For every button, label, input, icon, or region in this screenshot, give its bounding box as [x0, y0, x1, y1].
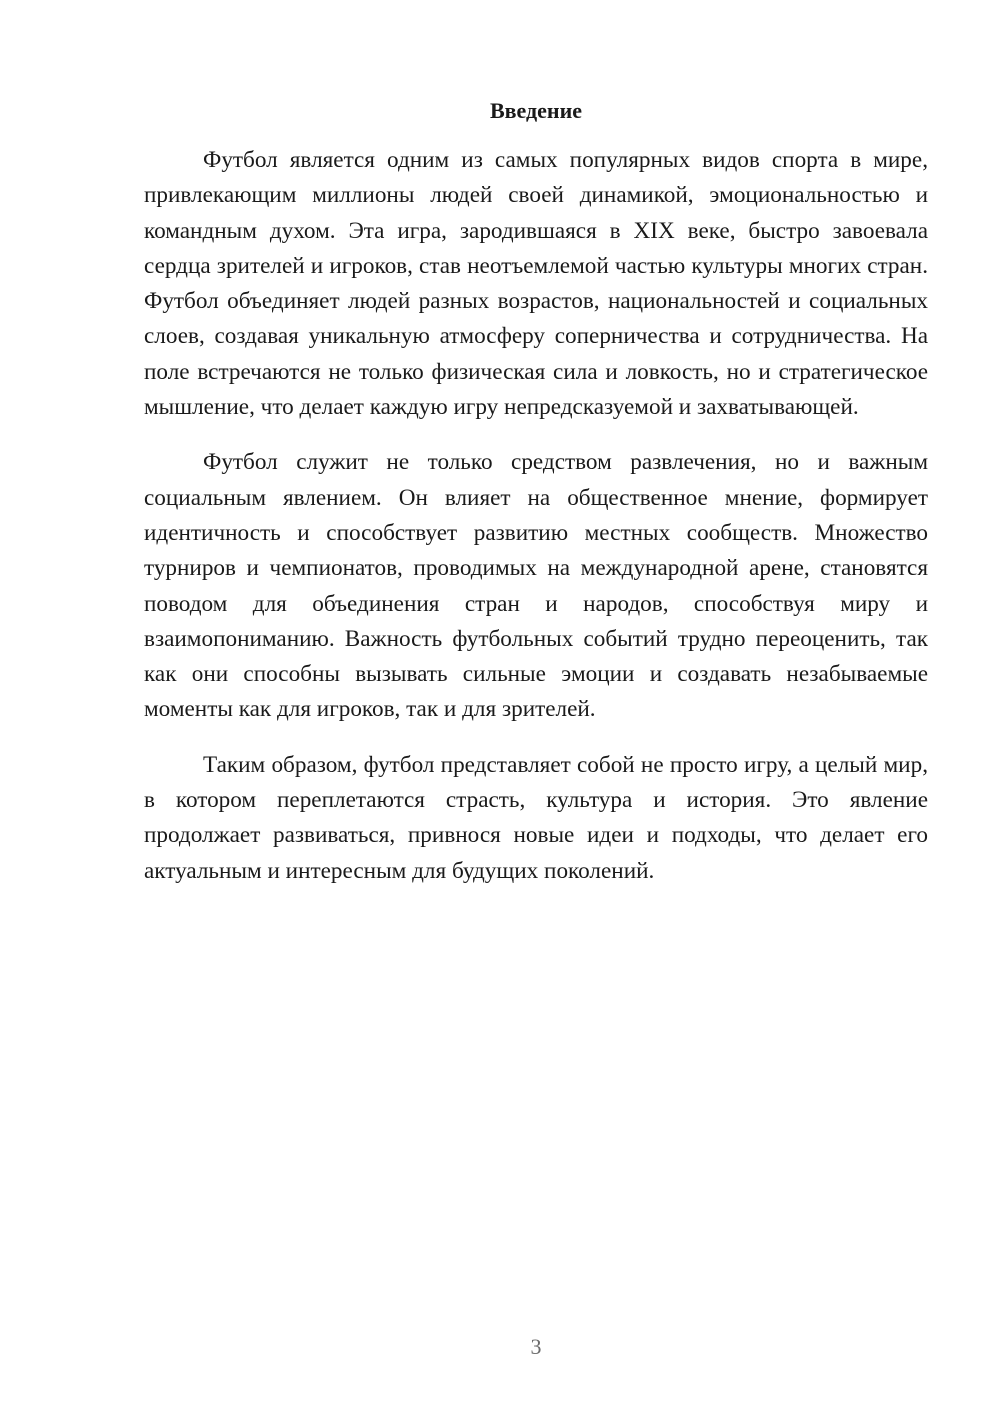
paragraph-3: Таким образом, футбол представляет собой не просто игру, а целый мир, в котором переплетаются страсть, культура и история. Это явление продолжает развиваться, привнося новые идеи и подходы, что делает его актуальным и интересным для будущих поколений.: [144, 751, 928, 884]
body-text: [144, 143, 928, 909]
paragraph-2: Футбол служит не только средством развлечения, но и важным социальным явлением. Он влияет на общественное мнение, формирует идентичность и способствует развитию местных сообществ. Множество турниров и чемпионатов, проводимых на международной арене, становятся поводом для объединения стран и народов, способствуя миру и взаимопониманию. Важность футбольных событий трудно переоценить, так как они способны вызывать сильные эмоции и создавать незабываемые моменты как для игроков, так и для зрителей.: [144, 449, 928, 723]
page-number: 3: [530, 1334, 542, 1359]
section-heading: Введение: [489, 98, 583, 123]
paragraph-1: Футбол является одним из самых популярных видов спорта в мире, привлекающим миллионы людей своей динамикой, эмоциональностью и командным духом. Эта игра, зародившаяся в XIX веке, быстро завоевала сердца зрителей и игроков, став неотъемлемой частью культуры многих стран. Футбол объединяет людей разных возрастов, национальностей и социальных слоев, создавая уникальную атмосферу соперничества и сотрудничества. На поле встречаются не только физическая сила и ловкость, но и стратегическое мышление, что делает каждую игру непредсказуемой и захватывающей.: [144, 147, 928, 421]
